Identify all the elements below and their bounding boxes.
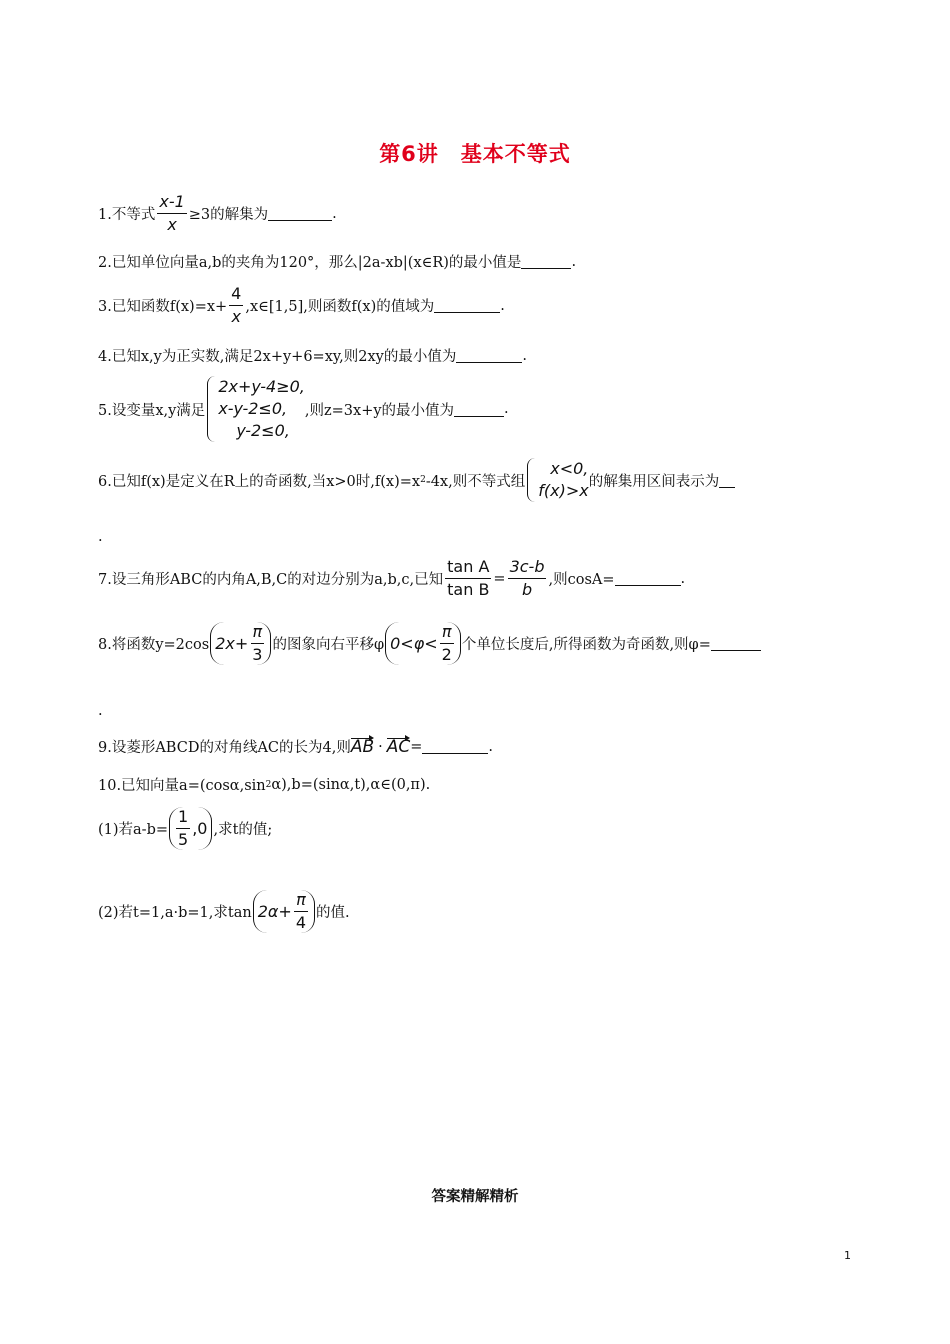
page-number: 1 bbox=[844, 1249, 851, 1262]
q8-text-post: 个单位长度后,所得函数为奇函数,则φ= bbox=[461, 637, 711, 653]
question-1: 1.不等式 $\frac{x-1}{x}$ ≥3的解集为 . bbox=[98, 192, 337, 234]
left-brace-icon bbox=[207, 376, 216, 442]
q10-2-text-post: 的值. bbox=[316, 905, 350, 921]
page-title: 第6讲 基本不等式 bbox=[379, 142, 571, 166]
question-10-part-1 bbox=[98, 807, 272, 850]
question-10: 10.已知向量a=(cosα,sin 2 α),b=(sinα,t),α∈(0,π). bbox=[98, 774, 430, 795]
q3-fraction: $\frac{4}{x}$ bbox=[231, 284, 242, 326]
q1-text: 1.不等式 bbox=[98, 207, 156, 223]
q8-text: 8.将函数y=2cos bbox=[98, 637, 210, 653]
q7-text: 7.设三角形ABC的内角A,B,C的对边分别为a,b,c,已知 bbox=[98, 572, 444, 588]
q5-constraint-1: 2x+y-4≥0, bbox=[218, 377, 305, 396]
question-10-part-2 bbox=[98, 890, 350, 933]
q5-text-post: ,则z=3x+y的最小值为 bbox=[304, 402, 455, 419]
q7-text-post: ,则cosA= bbox=[548, 572, 615, 588]
vector-ab: AB bbox=[350, 736, 375, 757]
q6-inequality-1: x<0, bbox=[550, 459, 589, 478]
question-4: 4.已知x,y为正实数,满足2x+y+6=xy,则2xy的最小值为 . bbox=[98, 345, 527, 366]
q10-1-text: (1)若a-b= bbox=[98, 822, 169, 838]
q5-constraint-3: y-2≤0, bbox=[236, 421, 290, 440]
q5-text: 5.设变量x,y满足 bbox=[98, 402, 206, 419]
left-brace-icon bbox=[527, 458, 536, 502]
q4-text: 4.已知x,y为正实数,满足2x+y+6=xy,则2xy的最小值为 bbox=[98, 349, 457, 365]
q8-end: . bbox=[98, 703, 103, 719]
question-5: 5.设变量x,y满足 2x+y-4≥0, x-y-2≤0, y-2≤0, ,则z=3x+y的最小值为 . bbox=[98, 377, 509, 440]
q6-end: . bbox=[98, 529, 103, 545]
q4-answer-blank[interactable] bbox=[456, 348, 522, 363]
q10-1-vector: $\frac{1}{5}$ ,0 bbox=[169, 807, 212, 850]
q10-text: 10.已知向量a=(cosα,sin bbox=[98, 778, 266, 794]
answer-heading: 答案精解精析 bbox=[431, 1189, 519, 1205]
q6-text-post: 的解集用区间表示为 bbox=[588, 473, 720, 490]
q6-inequality-2: f(x)>x bbox=[538, 481, 589, 500]
q8-text-mid: 的图象向右平移φ bbox=[272, 637, 385, 653]
q2-text: 2.已知单位向量a,b的夹角为120°，那么|2a-xb|(x∈R)的最小值是 bbox=[98, 255, 522, 271]
vector-ac: AC bbox=[386, 736, 411, 757]
q8-cos-argument: 2x+ $\frac{\pi}{3}$ bbox=[210, 622, 271, 665]
question-8 bbox=[98, 622, 761, 665]
question-6: 6.已知f(x)是定义在R上的奇函数,当x>0时,f(x)=x 2 -4x,则不等式组 x<0, f(x)>x 的解集用区间表示为 bbox=[98, 458, 735, 502]
q8-answer-blank[interactable] bbox=[711, 636, 761, 651]
q1-fraction: $\frac{x-1}{x}$ bbox=[159, 192, 185, 234]
question-7: 7.设三角形ABC的内角A,B,C的对边分别为a,b,c,已知 $\frac{\text{tan A}}{\text{tan B}}$ = $\frac{3c-b}{b}$ ,则cosA= . bbox=[98, 557, 686, 599]
q1-answer-blank[interactable] bbox=[268, 206, 332, 221]
question-9: 9.设菱形ABCD的对角线AC的长为4,则 AB · AC = . bbox=[98, 736, 494, 757]
question-3: 3.已知函数f(x)=x+ $\frac{4}{x}$ ,x∈[1,5],则函数f(x)的值域为 . bbox=[98, 284, 505, 326]
q5-constraint-system bbox=[207, 376, 305, 442]
q10-2-text: (2)若t=1,a·b=1,求tan bbox=[98, 905, 252, 921]
q5-answer-blank[interactable] bbox=[454, 402, 504, 417]
q9-text: 9.设菱形ABCD的对角线AC的长为4,则 bbox=[98, 740, 351, 756]
q1-text-post: ≥3的解集为 bbox=[188, 207, 269, 223]
q7-answer-blank[interactable] bbox=[615, 571, 681, 586]
q6-answer-blank[interactable] bbox=[719, 473, 735, 488]
q3-text-post: ,x∈[1,5],则函数f(x)的值域为 bbox=[245, 299, 435, 315]
q2-answer-blank[interactable] bbox=[521, 254, 571, 269]
q9-answer-blank[interactable] bbox=[422, 739, 488, 754]
q6-inequality-system bbox=[527, 458, 588, 502]
q3-text: 3.已知函数f(x)=x+ bbox=[98, 299, 228, 315]
q7-fraction-2: $\frac{3c-b}{b}$ bbox=[509, 557, 545, 599]
q6-text: 6.已知f(x)是定义在R上的奇函数,当x>0时,f(x)=x bbox=[98, 473, 421, 490]
q7-fraction-1: $\frac{\text{tan A}}{\text{tan B}}$ bbox=[447, 557, 490, 599]
q5-constraint-2: x-y-2≤0, bbox=[218, 399, 288, 418]
q10-2-argument: 2α+ $\frac{\pi}{4}$ bbox=[253, 890, 315, 933]
q8-phi-range: 0<φ< $\frac{\pi}{2}$ bbox=[385, 622, 461, 665]
q3-answer-blank[interactable] bbox=[434, 298, 500, 313]
q10-1-text-post: ,求t的值; bbox=[213, 822, 273, 838]
question-2: 2.已知单位向量a,b的夹角为120°，那么|2a-xb|(x∈R)的最小值是 . bbox=[98, 251, 576, 272]
